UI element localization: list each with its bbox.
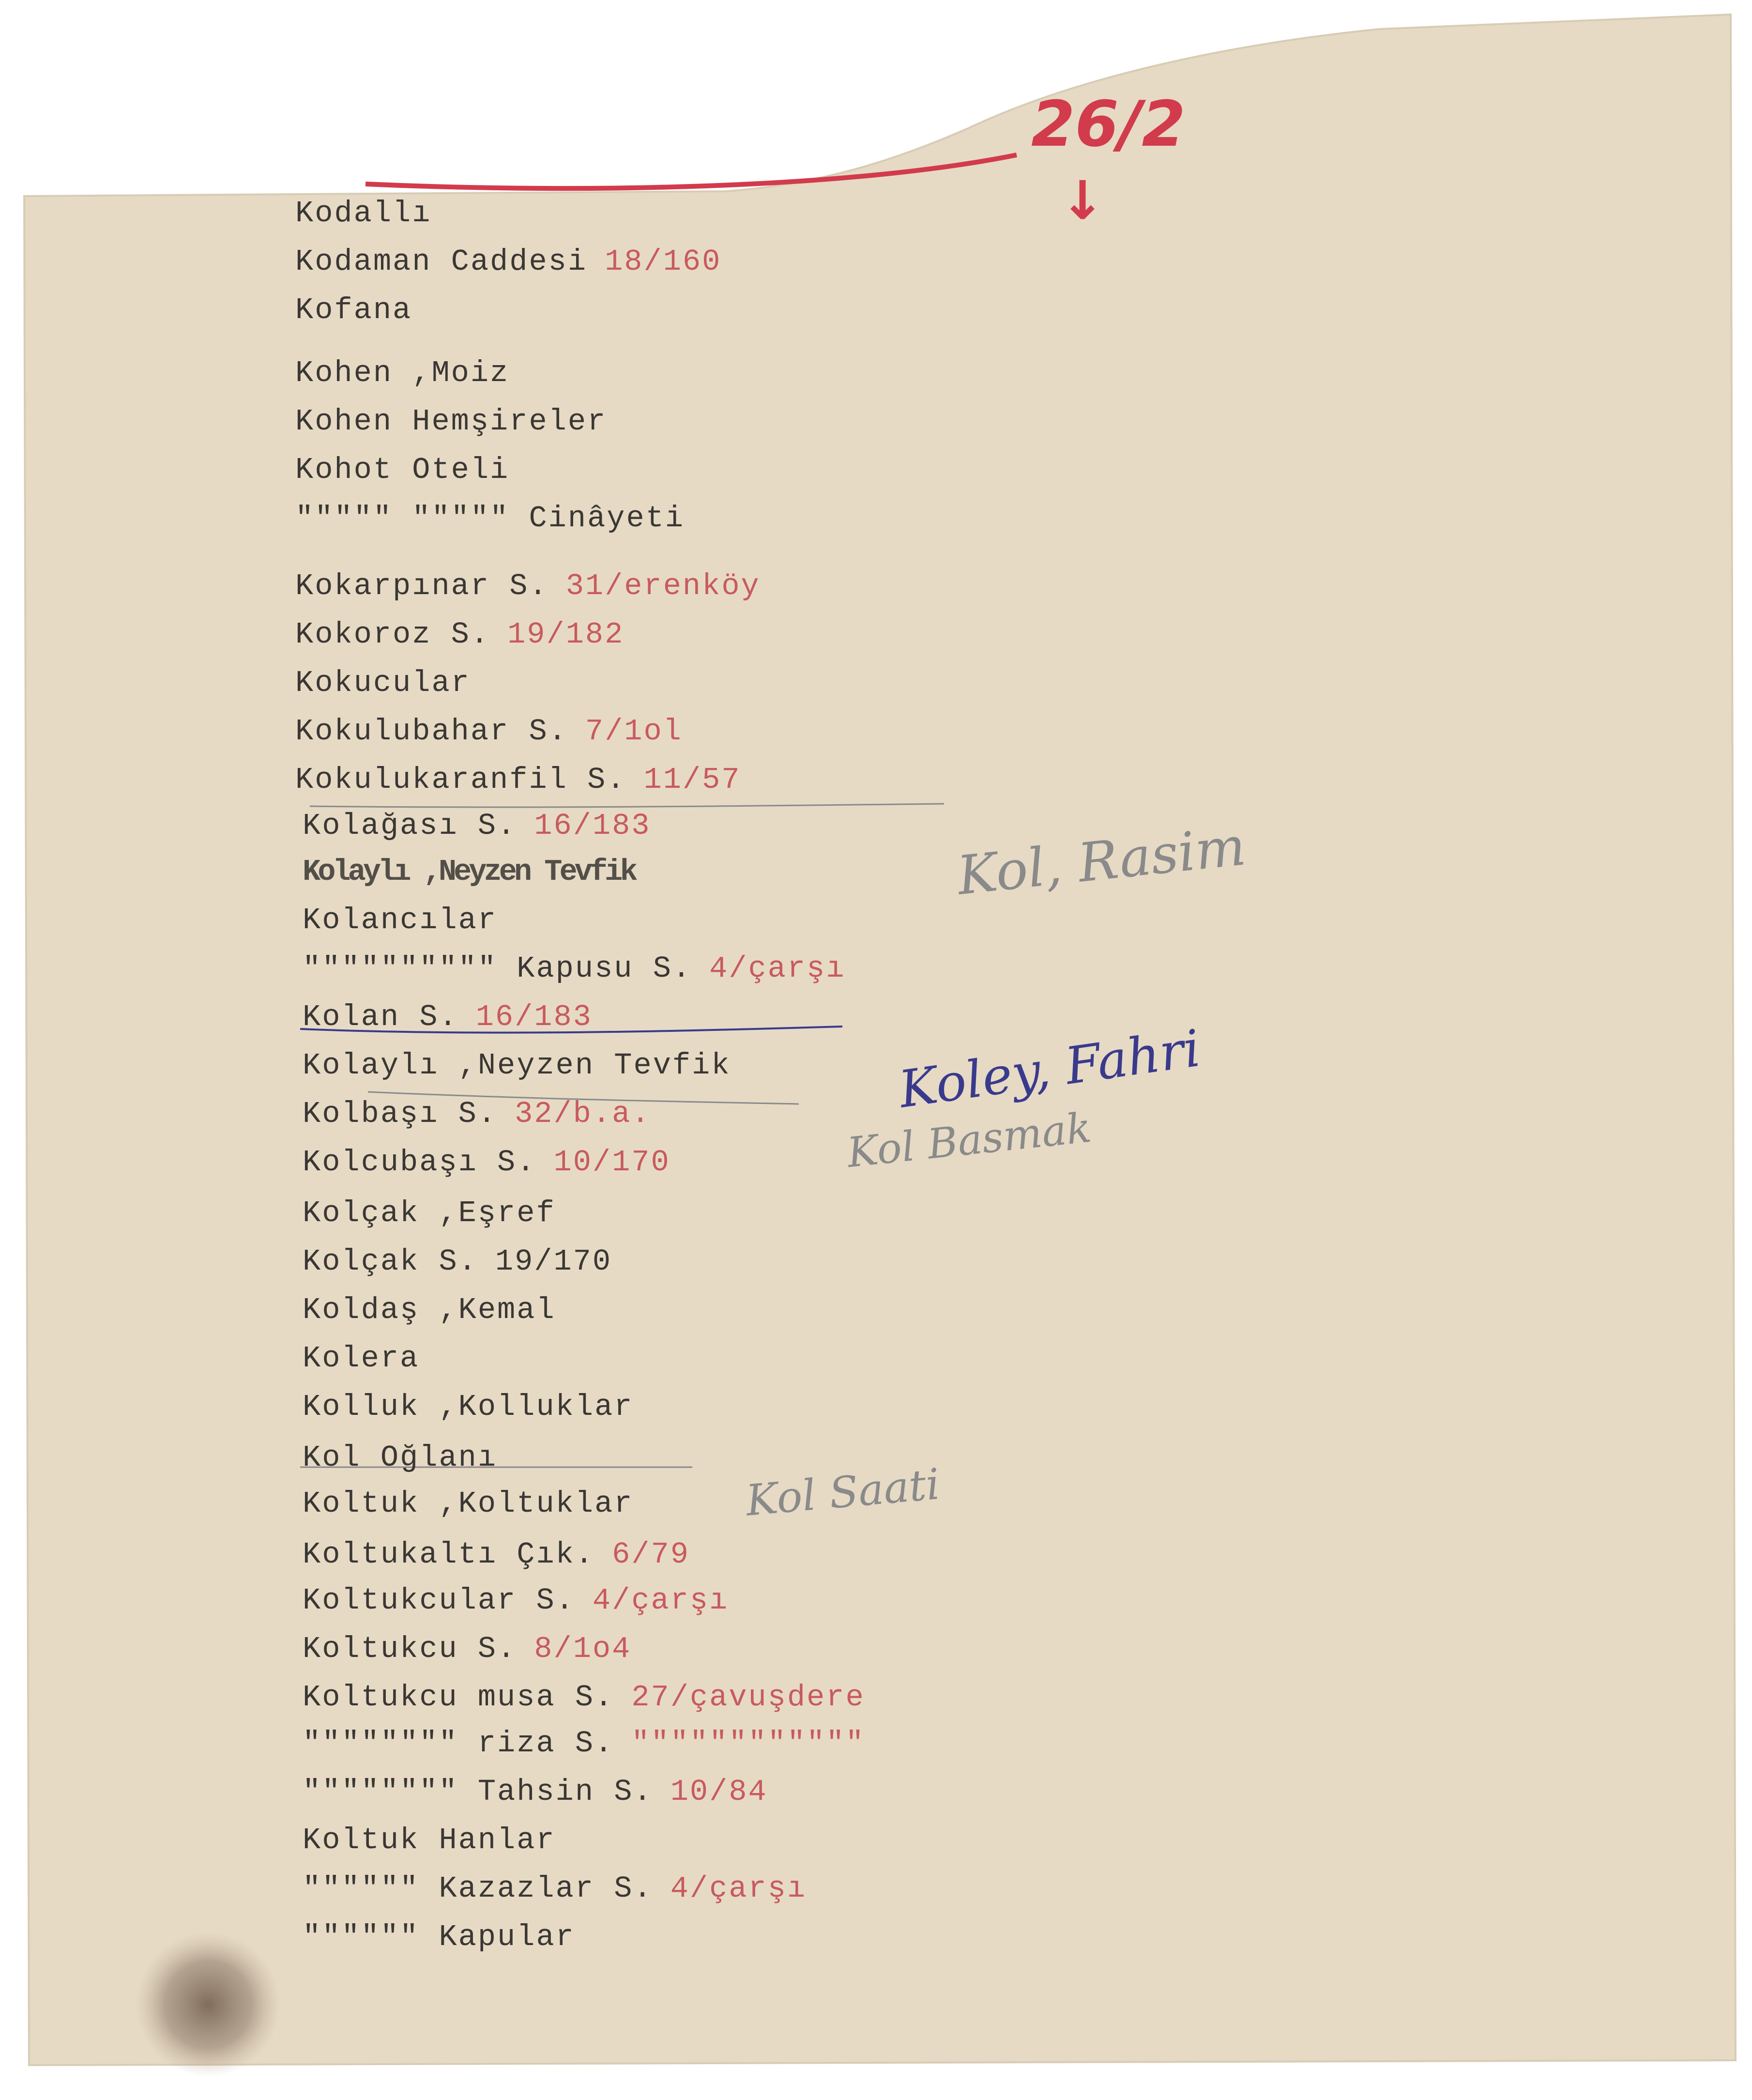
entry-row bbox=[303, 1871, 807, 1906]
entry-row bbox=[295, 404, 624, 439]
entry-row bbox=[303, 1145, 670, 1180]
handwritten-note-4 bbox=[713, 1409, 942, 1528]
entry-row bbox=[303, 1823, 573, 1857]
entry-text: Kokulukaranfil S. bbox=[295, 763, 626, 797]
entry-row bbox=[295, 666, 488, 700]
entry-row bbox=[295, 196, 449, 230]
entry-text: Kolaylı ,Neyzen Tevfik bbox=[303, 1048, 731, 1083]
entry-reference: 10/170 bbox=[553, 1145, 670, 1180]
entry-reference: 10/84 bbox=[670, 1775, 768, 1809]
entry-row bbox=[303, 809, 651, 843]
entry-text: Kolaylı ,Neyzen Tevfik bbox=[303, 855, 635, 889]
entry-text: Kohen ,Moiz bbox=[295, 356, 510, 390]
entry-row bbox=[303, 1097, 651, 1131]
entry-row bbox=[295, 245, 721, 279]
entry-reference: 31/erenköy bbox=[565, 569, 761, 603]
top-number-label: 26/2 bbox=[1031, 87, 1186, 161]
entry-row bbox=[303, 1244, 612, 1279]
entry-reference: 19/170 bbox=[495, 1244, 612, 1279]
entry-row bbox=[303, 951, 846, 986]
entry-text: """"" """"" Cinâyeti bbox=[295, 501, 685, 536]
entry-reference: """""""""""" bbox=[631, 1726, 865, 1761]
entry-text: Kolancılar bbox=[303, 903, 498, 937]
entry-text: Kolcubaşı S. bbox=[303, 1145, 536, 1180]
entry-row bbox=[295, 714, 683, 749]
entry-reference: 27/çavuşdere bbox=[631, 1680, 865, 1715]
handwritten-note-text: Koley, Fahri bbox=[895, 1018, 1204, 1119]
entry-text: Koldaş ,Kemal bbox=[303, 1293, 556, 1327]
entry-row bbox=[303, 1726, 865, 1761]
entry-text: Kokulubahar S. bbox=[295, 714, 568, 749]
entry-row bbox=[303, 1000, 593, 1034]
entry-reference: 16/183 bbox=[475, 1000, 593, 1034]
entry-row bbox=[295, 569, 761, 603]
entry-row bbox=[303, 903, 515, 937]
entry-text: Kohen Hemşireler bbox=[295, 404, 607, 439]
entry-text: """""""""" Kapusu S. bbox=[303, 951, 692, 986]
entry-text: Kokucular bbox=[295, 666, 471, 700]
entry-text: Kolçak S. bbox=[303, 1244, 478, 1279]
entry-text: Koltukcu S. bbox=[303, 1632, 517, 1666]
arrow-glyph: ↓ bbox=[1060, 169, 1105, 231]
entry-text: """""""" Tahsin S. bbox=[303, 1775, 653, 1809]
entry-reference: 8/1o4 bbox=[534, 1632, 632, 1666]
entry-row bbox=[303, 1390, 651, 1424]
entry-row bbox=[303, 1441, 515, 1475]
entry-text: Koltukcular S. bbox=[303, 1583, 575, 1618]
entry-text: Koltukcu musa S. bbox=[303, 1680, 614, 1715]
entry-row bbox=[303, 1583, 729, 1618]
entry-reference: 16/183 bbox=[534, 809, 651, 843]
entry-text: Kohot Oteli bbox=[295, 453, 510, 487]
top-number-mark bbox=[1031, 87, 1186, 161]
entry-reference: 7/1ol bbox=[585, 714, 683, 749]
entry-row bbox=[303, 1293, 573, 1327]
entry-reference: 32/b.a. bbox=[515, 1097, 651, 1131]
entry-text: Kokarpınar S. bbox=[295, 569, 548, 603]
entry-text: """""" Kapular bbox=[303, 1920, 575, 1954]
entry-row bbox=[303, 1341, 437, 1376]
entry-text: Kodallı bbox=[295, 196, 432, 230]
entry-row bbox=[303, 1632, 631, 1666]
entry-text: Kodaman Caddesi bbox=[295, 245, 588, 279]
entry-row bbox=[303, 1920, 593, 1954]
entry-row bbox=[295, 453, 527, 487]
entry-row bbox=[303, 1196, 573, 1230]
entry-row bbox=[303, 855, 653, 889]
entry-text: Kokoroz S. bbox=[295, 617, 490, 652]
entry-reference: 4/çarşı bbox=[592, 1583, 729, 1618]
entry-text: """""""" riza S. bbox=[303, 1726, 614, 1761]
entry-text: """""" Kazazlar S. bbox=[303, 1871, 653, 1906]
entry-row bbox=[303, 1680, 865, 1715]
entry-row bbox=[303, 1537, 690, 1572]
entry-text: Kol Oğlanı bbox=[303, 1441, 498, 1475]
entry-row bbox=[303, 1048, 748, 1083]
down-arrow-icon bbox=[1060, 169, 1105, 231]
entry-reference: 18/160 bbox=[605, 245, 722, 279]
handwritten-note-text: Kol, Rasim bbox=[954, 815, 1249, 907]
entry-text: Kolçak ,Eşref bbox=[303, 1196, 556, 1230]
entry-text: Koltukaltı Çık. bbox=[303, 1537, 595, 1572]
entry-reference: 19/182 bbox=[507, 617, 625, 652]
entry-text: Kolera bbox=[303, 1341, 420, 1376]
entry-reference: 11/57 bbox=[643, 763, 741, 797]
handwritten-note-text: Kol Basmak bbox=[845, 1104, 1094, 1178]
entry-reference: 4/çarşı bbox=[670, 1871, 807, 1906]
entry-text: Koltuk ,Koltuklar bbox=[303, 1487, 634, 1521]
entry-text: Kolbaşı S. bbox=[303, 1097, 498, 1131]
entry-text: Koltuk Hanlar bbox=[303, 1823, 556, 1857]
entry-text: Kofana bbox=[295, 293, 412, 327]
entry-row bbox=[303, 1775, 768, 1809]
entry-text: Kolluk ,Kolluklar bbox=[303, 1390, 634, 1424]
entry-row bbox=[295, 356, 527, 390]
entry-text: Kolan S. bbox=[303, 1000, 458, 1034]
entry-text: Kolağası S. bbox=[303, 809, 517, 843]
entry-row bbox=[303, 1487, 651, 1521]
entry-row bbox=[295, 763, 741, 797]
handwritten-note-text: Kol Saati bbox=[744, 1459, 942, 1526]
entry-row bbox=[295, 293, 429, 327]
entry-reference: 6/79 bbox=[612, 1537, 690, 1572]
entry-row bbox=[295, 617, 624, 652]
entry-reference: 4/çarşı bbox=[709, 951, 846, 986]
entry-row bbox=[295, 501, 702, 536]
